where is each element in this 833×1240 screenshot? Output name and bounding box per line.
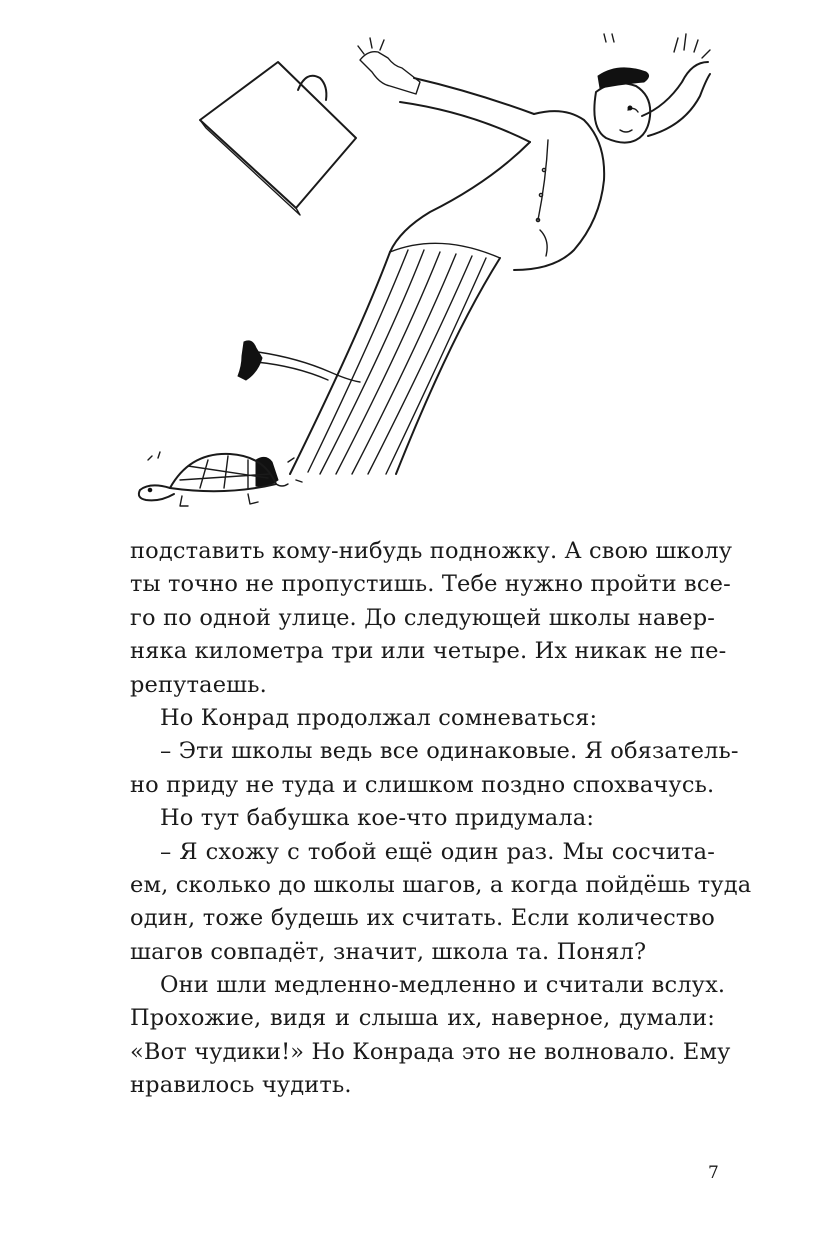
body-text xyxy=(130,535,752,1103)
page-number: 7 xyxy=(708,1163,719,1183)
text-line: ты точно не пропустишь. Тебе нужно пройти все- xyxy=(130,571,731,598)
text-line: Но тут бабушка кое-что придумала: xyxy=(160,805,595,832)
right-hand-drawing xyxy=(642,34,710,136)
text-line: Прохожие, видя и слыша их, наверное, думали: xyxy=(130,1005,715,1032)
text-line: нравилось чудить. xyxy=(130,1072,352,1099)
trousers-drawing xyxy=(290,243,500,474)
text-line: няка километра три или четыре. Их никак не пе- xyxy=(130,638,727,665)
text-line: шагов совпадёт, значит, школа та. Понял? xyxy=(130,938,647,965)
illustration-man-tripping-over-turtle xyxy=(128,20,718,530)
text-line: ем, сколько до школы шагов, а когда пойдёшь туда xyxy=(130,871,752,898)
text-line: подставить кому-нибудь подножку. А свою школу xyxy=(130,538,733,564)
text-line: но приду не туда и слишком поздно спохвачусь. xyxy=(130,771,715,798)
text-line: го по одной улице. До следующей школы навер- xyxy=(130,604,715,631)
text-line: «Вот чудики!» Но Конрада это не волновало. Ему xyxy=(130,1038,731,1065)
text-line: – Эти школы ведь все одинаковые. Я обязатель- xyxy=(160,738,739,765)
back-leg-drawing xyxy=(238,341,360,382)
head-drawing xyxy=(594,34,650,143)
text-line: репутаешь. xyxy=(130,671,267,698)
illustration-drawing xyxy=(128,20,718,530)
briefcase-drawing xyxy=(200,62,356,215)
left-hand-drawing xyxy=(358,38,534,142)
text-line: Но Конрад продолжал сомневаться: xyxy=(160,704,598,731)
text-line: один, тоже будешь их считать. Если количество xyxy=(130,905,715,932)
text-line: Они шли медленно-медленно и считали вслух. xyxy=(160,972,726,999)
text-line: – Я схожу с тобой ещё один раз. Мы сосчита- xyxy=(160,838,715,865)
torso-drawing xyxy=(390,111,604,270)
